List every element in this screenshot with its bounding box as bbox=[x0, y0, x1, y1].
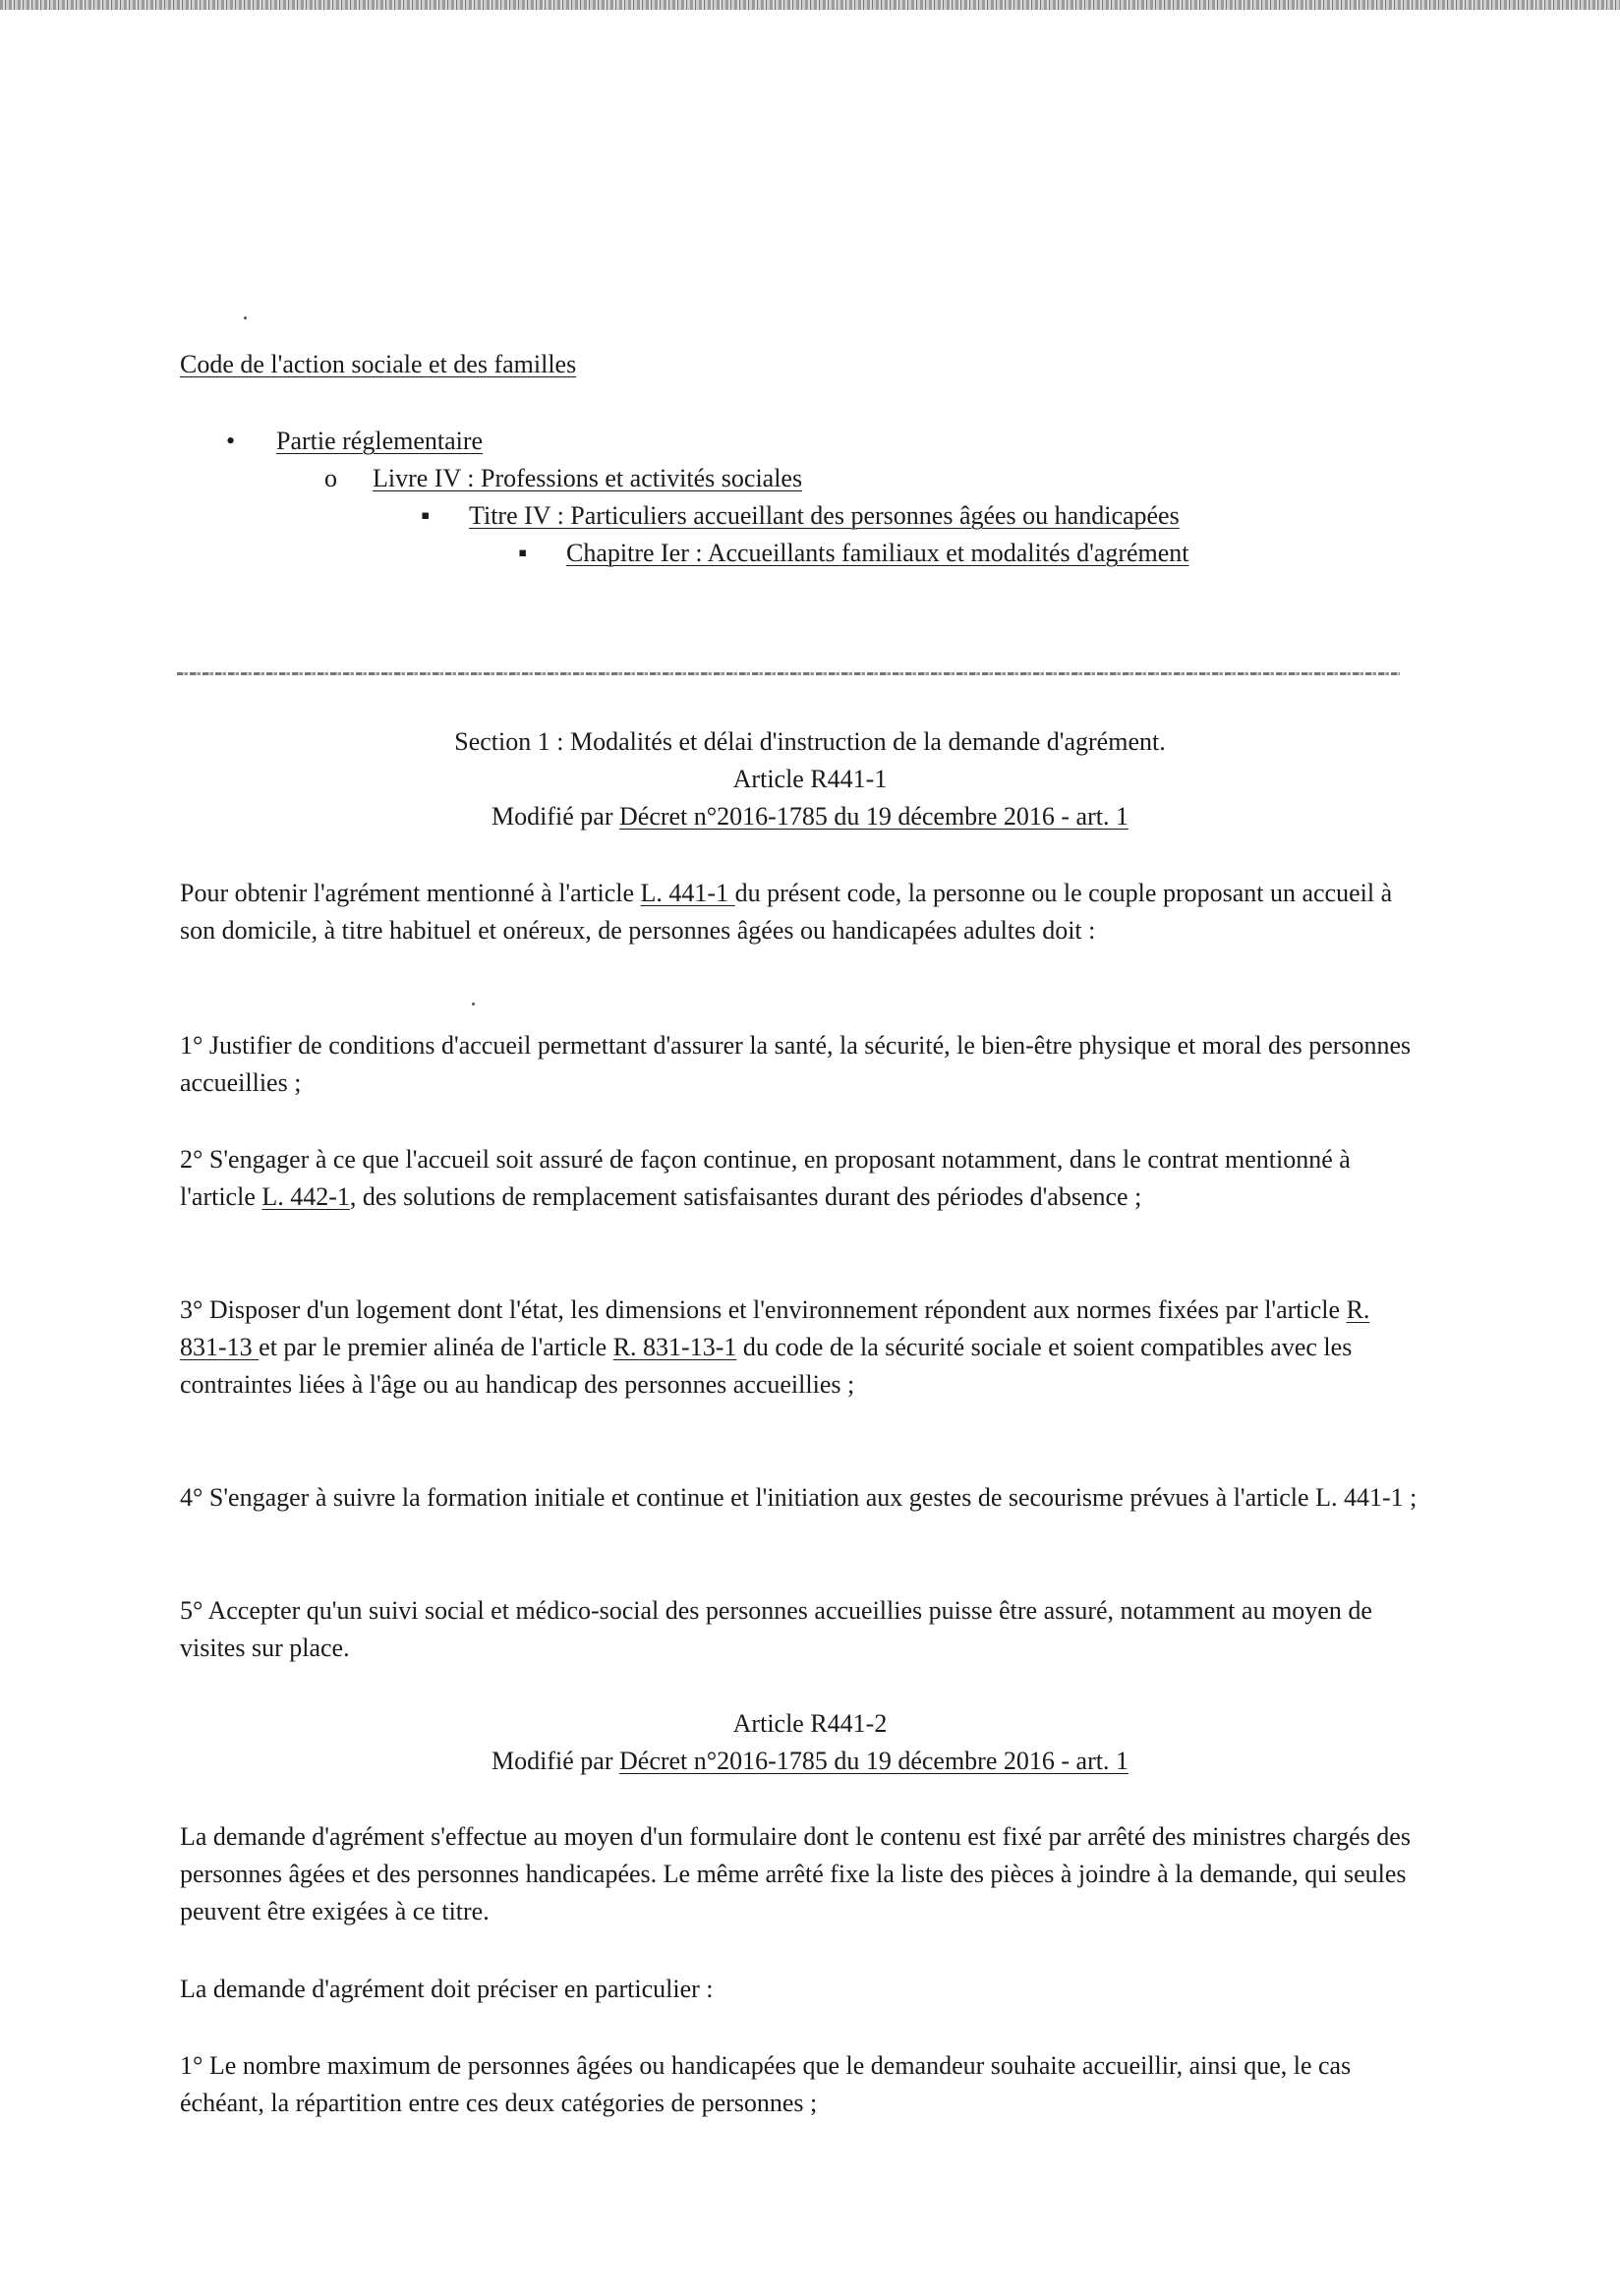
article-r441-1-intro bbox=[180, 875, 1418, 949]
breadcrumb-titre-link[interactable]: Titre IV : Particuliers accueillant des personnes âgées ou handicapées bbox=[469, 501, 1180, 530]
article-r441-1-modified bbox=[0, 798, 1620, 835]
article-r441-1-item-1: 1° Justifier de conditions d'accueil permettant d'assurer la santé, la sécurité, le bien-être physique et moral des personnes accueillies ; bbox=[180, 1031, 1412, 1097]
article-r441-2-para-1: La demande d'agrément s'effectue au moyen d'un formulaire dont le contenu est fixé par arrêté des ministres chargés des personnes âgées et des personnes handicapées. Le même arrêté fixe la liste des pièces à joindre à la demande, qui seules peuvent être exigées à ce titre. bbox=[180, 1822, 1411, 1925]
decret-link[interactable]: Décret n°2016-1785 du 19 décembre 2016 - art. 1 bbox=[619, 1747, 1128, 1775]
article-r441-2-para-2: La demande d'agrément doit préciser en particulier : bbox=[180, 1975, 714, 2003]
article-r441-1-item-3 bbox=[180, 1292, 1418, 1404]
scan-speck bbox=[244, 316, 247, 319]
scan-edge-noise bbox=[0, 0, 1620, 10]
section-heading: Section 1 : Modalités et délai d'instruction de la demande d'agrément. bbox=[454, 727, 1166, 756]
bullet-disc-icon: • bbox=[226, 427, 236, 455]
r-831-13-link[interactable]: R. 831-13 bbox=[180, 1295, 1370, 1361]
article-r441-1-item-4: 4° S'engager à suivre la formation initiale et continue et l'initiation aux gestes de secourisme prévues à l'article L. 441-1 ; bbox=[180, 1483, 1418, 1512]
intro-text-cont: du présent code, la personne ou le couple proposant un accueil à son domicile, à titre habituel et onéreux, de personnes âgées ou handicapées adultes doit : bbox=[180, 879, 1393, 945]
article-r441-2-title: Article R441-2 bbox=[732, 1709, 888, 1738]
article-r441-1-title: Article R441-1 bbox=[732, 765, 888, 793]
breadcrumb-chapitre-link[interactable]: Chapitre Ier : Accueillants familiaux et modalités d'agrément bbox=[566, 539, 1189, 567]
item3-text: 3° Disposer d'un logement dont l'état, les dimensions et l'environnement répondent aux normes fixées par l'article bbox=[180, 1295, 1347, 1324]
r-831-13-1-link[interactable]: R. 831-13-1 bbox=[612, 1333, 737, 1361]
l-442-1-link[interactable]: L. 442-1 bbox=[261, 1182, 350, 1211]
article-r441-2-item-1: 1° Le nombre maximum de personnes âgées ou handicapées que le demandeur souhaite accueillir, ainsi que, le cas échéant, la répartition entre ces deux catégories de personnes ; bbox=[180, 2051, 1352, 2117]
intro-text: Pour obtenir l'agrément mentionné à l'article bbox=[180, 879, 641, 907]
modified-prefix: Modifié par bbox=[492, 1747, 619, 1775]
modified-prefix: Modifié par bbox=[492, 802, 619, 831]
bullet-circle-icon: o bbox=[324, 464, 337, 492]
item3-text-end: du code de la sécurité sociale et soient compatibles avec les contraintes liées à l'âge ou au handicap des personnes accueillies ; bbox=[180, 1333, 1353, 1399]
breadcrumb-livre-link[interactable]: Livre IV : Professions et activités sociales bbox=[373, 464, 803, 492]
l-441-1-link[interactable]: L. 441-1 bbox=[640, 879, 735, 907]
item2-text-cont: , des solutions de remplacement satisfaisantes durant des périodes d'absence ; bbox=[349, 1182, 1142, 1211]
bullet-square-icon: ▪ bbox=[518, 539, 528, 567]
scan-speck bbox=[472, 1003, 475, 1005]
section-divider bbox=[177, 672, 1400, 675]
item3-text-cont: et par le premier alinéa de l'article bbox=[259, 1333, 613, 1361]
breadcrumb-partie-link[interactable]: Partie réglementaire bbox=[276, 427, 484, 455]
article-r441-2-modified bbox=[0, 1743, 1620, 1780]
article-r441-1-item-2 bbox=[180, 1141, 1418, 1216]
bullet-square-icon: ▪ bbox=[421, 501, 431, 530]
item2-text: 2° S'engager à ce que l'accueil soit assuré de façon continue, en proposant notamment, dans le contrat mentionné à l'article bbox=[180, 1145, 1351, 1211]
article-r441-1-item-5: 5° Accepter qu'un suivi social et médico-social des personnes accueillies puisse être assuré, notamment au moyen de visites sur place. bbox=[180, 1596, 1372, 1662]
decret-link[interactable]: Décret n°2016-1785 du 19 décembre 2016 - art. 1 bbox=[619, 802, 1128, 831]
code-title-link[interactable]: Code de l'action sociale et des familles bbox=[180, 350, 577, 378]
